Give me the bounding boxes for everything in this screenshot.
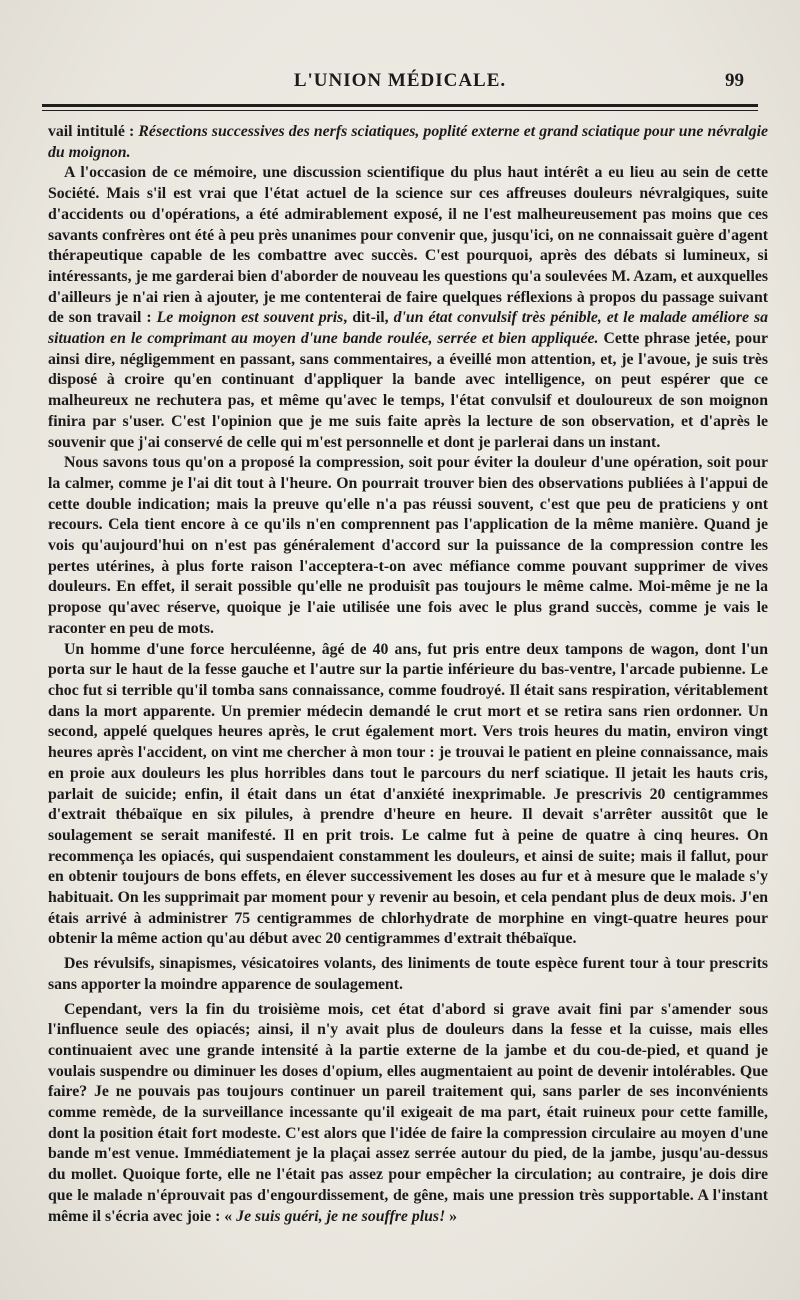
paragraph xyxy=(48,453,768,639)
paragraph xyxy=(48,640,768,951)
text-run: » xyxy=(445,1207,458,1225)
text-run: vail intitulé : xyxy=(48,123,139,140)
text-run: Un homme d'une force herculéenne, âgé de 40 ans, fut pris entre deux tampons de wagon, dont l'un porta sur le haut de la fesse gauche et l'autre sur la partie inférieure du bas-ventre, l'arcade pubienne. Le choc fut si terrible qu'il tomba sans connaissance, comme foudroyé. Il était sans respiration, véritablement dans la mort apparente. Un premier médecin demandé le crut mort et se retira sans rien ordonner. Un second, appelé quelques heures après, le crut également mort. Vers trois heures du matin, environ vingt heures après l'accident, on vint me chercher à mon tour : je trouvai le patient en pleine connaissance, mais en proie aux douleurs les plus horribles dans tout le parcours du nerf sciatique. Il jetait les hauts cris, parlait de suicide; enfin, il était dans un état d'anxiété inexprimable. Je prescrivis 20 centigrammes d'extrait thébaïque en six pilules, à prendre d'heure en heure. Il devait s'arrêter aussitôt que le soulagement se serait manifesté. Il en prit trois. Le calme fut à peine de quatre à cinq heures. On recommença les opiacés, qui suspendaient constamment les douleurs, et ainsi de suite; mais il fallut, pour en obtenir toujours de bons effets, en élever successivement les doses au fur et à mesure que le malade s'y habituait. On les supprimait par moment pour y revenir au besoin, et cela pendant plus de deux mois. J'en étais arrivé à administrer 75 centigrammes de chlorhydrate de morphine en vingt-quatre heures pour obtenir la même action qu'au début avec 20 centigrammes d'extrait thébaïque. xyxy=(48,640,768,948)
text-run: , dit-il, xyxy=(343,309,394,327)
text-run: Nous savons tous qu'on a proposé la compression, soit pour éviter la douleur d'une opération, soit pour la calmer, comme je l'ai dit tout à l'heure. On pourrait trouver bien des observations publiées à l'appui de cette double indication; mais la preuve qu'elle n'a pas réussi souvent, c'est que peu de praticiens y ont recours. Cela tient encore à ce qu'ils n'en comprennent pas l'application de la même manière. Quand je vois qu'aujourd'hui on n'est pas généralement d'accord sur la puissance de la compression contre les pertes utérines, à plus forte raison l'acceptera-t-on avec méfiance comme pouvant supprimer de vives douleurs. En effet, il serait possible qu'elle ne produisît pas toujours le même calme. Moi-même je ne la propose qu'avec réserve, quoique je l'aie utilisée une fois avec le plus grand succès, comme je vais le raconter en peu de mots. xyxy=(48,454,768,637)
text-run: Cependant, vers la fin du troisième mois, cet état d'abord si grave avait fini par s'amender sous l'influence seule des opiacés; ainsi, il n'y avait plus de douleurs dans la fesse et la cuisse, mais elles continuaient avec une grande intensité à la partie externe de la jambe et du cou-de-pied, et quand je voulais suspendre ou diminuer les doses d'opium, elles augmentaient au point de devenir intolérables. Que faire? Je ne pouvais pas toujours continuer un pareil traitement qui, sans parler de ses inconvénients comme remède, de la surveillance incessante qu'il exigeait de ma part, était ruineux pour cette famille, dont la position était fort modeste. C'est alors que l'idée de faire la compression circulaire au moyen d'une bande m'est venue. Immédiatement je la plaçai assez serrée autour du pied, de la jambe, jusqu'au-dessus du mollet. Quoique forte, elle ne l'était pas assez pour empêcher la circulation; au contraire, je dois dire que le malade n'éprouvait pas d'engourdissement, de gêne, mais une pression très supportable. A l'instant même il s'écria avec joie : « xyxy=(48,1000,768,1225)
page-number: 99 xyxy=(725,70,744,91)
italic-text: Résections successives des nerfs sciatiques, poplité externe et grand sciatique pour une névralgie du moignon. xyxy=(48,123,768,161)
paragraph xyxy=(48,1000,768,1228)
paragraph xyxy=(48,954,768,995)
text-run: Cette phrase jetée, pour ainsi dire, négligemment en passant, sans commentaires, a éveillé mon attention, et, je l'avoue, je suis très disposé à croire qu'en continuant d'appliquer la bande avec intelligence, on peut espérer que ce malheureux ne rechutera pas, et même qu'avec le temps, l'état convulsif et douloureux de son moignon finira par s'user. C'est l'opinion que je me suis faite après la lecture de son observation, et d'après le souvenir que j'ai conservé de celle qui m'est personnelle et dont je parlerai dans un instant. xyxy=(48,330,769,451)
paragraph xyxy=(48,122,768,163)
header-rule-thick xyxy=(42,104,758,107)
running-title: L'UNION MÉDICALE. xyxy=(293,70,507,91)
italic-text: Le moignon est souvent pris xyxy=(156,309,344,327)
text-run: Des révulsifs, sinapismes, vésicatoires volants, des liniments de toute espèce furent tour à tour prescrits sans apporter la moindre apparence de soulagement. xyxy=(48,955,768,993)
italic-text: d'un état convulsif très pénible, et le malade améliore sa situation en le comprimant au moyen d'une bande roulée, serrée et bien appliquée. xyxy=(48,309,768,348)
header-rule-thin xyxy=(42,110,758,111)
paragraph xyxy=(48,163,768,453)
text-run: A l'occasion de ce mémoire, une discussion scientifique du plus haut intérêt a eu lieu au sein de cette Société. Mais s'il est vrai que l'état actuel de la science sur ces affreuses douleurs névralgiques, suite d'accidents ou d'opérations, a été admirablement exposé, il ne l'est malheureusement pas moins que ces savants confrères ont été à peu près unanimes pour convenir que, jusqu'ici, on ne connaissait guère d'agent thérapeutique capable de les combattre avec succès. C'est pourquoi, après des débats si lumineux, si intéressants, je me garderai bien d'aborder de nouveau les questions qu'a soulevées M. Azam, et auxquelles d'ailleurs je n'ai rien à ajouter, je me contenterai de faire quelques réflexions à propos du passage suivant de son travail : xyxy=(48,164,768,327)
article-body xyxy=(48,122,768,1227)
italic-text: Je suis guéri, je ne souffre plus! xyxy=(236,1207,446,1225)
page-header xyxy=(42,70,758,100)
